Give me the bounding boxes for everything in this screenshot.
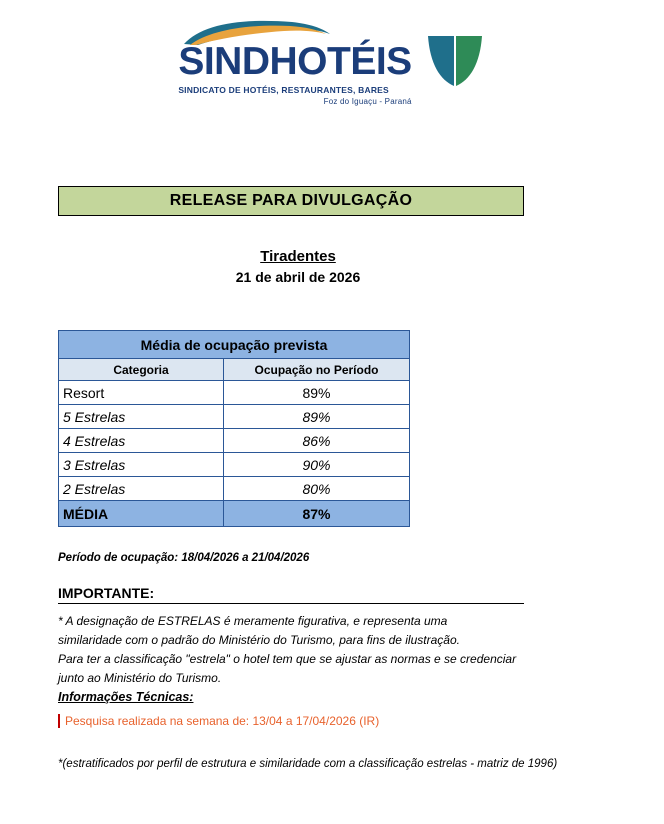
cell-occupancy: 80% — [224, 477, 410, 501]
organization-logo — [0, 30, 664, 106]
technical-info-heading: Informações Técnicas: — [58, 690, 194, 704]
important-body — [58, 613, 578, 687]
occupancy-period-line: Período de ocupação: 18/04/2026 a 21/04/2026 — [58, 552, 310, 564]
cell-category: Resort — [59, 381, 224, 405]
column-header-category: Categoria — [59, 359, 224, 381]
total-value: 87% — [224, 501, 410, 527]
cell-occupancy: 89% — [224, 381, 410, 405]
leaf-mark-icon — [424, 30, 486, 92]
cell-category: 4 Estrelas — [59, 429, 224, 453]
table-row — [59, 381, 410, 405]
important-heading: IMPORTANTE: — [58, 585, 524, 604]
table-row — [59, 405, 410, 429]
cell-category: 3 Estrelas — [59, 453, 224, 477]
cell-category: 5 Estrelas — [59, 405, 224, 429]
logo-wordmark: SINDHOTÉIS — [178, 40, 412, 83]
swoosh-icon — [182, 20, 332, 46]
table-header-columns-row — [59, 359, 410, 381]
table-total-row — [59, 501, 410, 527]
footnote-text: *(estratificados por perfil de estrutura e similaridade com a classificação estrelas - matriz de 1996) — [58, 758, 558, 770]
logo-row — [178, 30, 485, 106]
page-title: RELEASE PARA DIVULGAÇÃO — [169, 192, 413, 209]
occupancy-table — [58, 330, 410, 527]
important-line-1: * A designação de ESTRELAS é meramente figurativa, e representa uma — [58, 614, 448, 628]
holiday-subtitle-block — [0, 248, 596, 285]
logo-subtitle-2: Foz do Iguaçu - Paraná — [323, 97, 412, 106]
important-line-3: Para ter a classificação "estrela" o hotel tem que se ajustar as normas e se credenciar — [58, 652, 517, 666]
holiday-date: 21 de abril de 2026 — [235, 269, 361, 285]
cell-category: 2 Estrelas — [59, 477, 224, 501]
important-line-4: junto ao Ministério do Turismo. — [58, 671, 222, 685]
cell-occupancy: 86% — [224, 429, 410, 453]
technical-info-note: Pesquisa realizada na semana de: 13/04 a 17/04/2026 (IR) — [58, 714, 518, 728]
table-row — [59, 477, 410, 501]
table-header-main-row — [59, 331, 410, 359]
table-row — [59, 453, 410, 477]
logo-subtitle-1: SINDICATO DE HOTÉIS, RESTAURANTES, BARES — [178, 85, 389, 95]
column-header-occupancy: Ocupação no Período — [224, 359, 410, 381]
release-title-bar — [58, 186, 524, 216]
important-line-2: similaridade com o padrão do Ministério do Turismo, para fins de ilustração. — [58, 633, 460, 647]
total-label: MÉDIA — [59, 501, 224, 527]
cell-occupancy: 90% — [224, 453, 410, 477]
cell-occupancy: 89% — [224, 405, 410, 429]
logo-text-group — [178, 42, 415, 106]
table-main-header: Média de ocupação prevista — [59, 331, 410, 359]
table-row — [59, 429, 410, 453]
holiday-name: Tiradentes — [260, 248, 336, 265]
